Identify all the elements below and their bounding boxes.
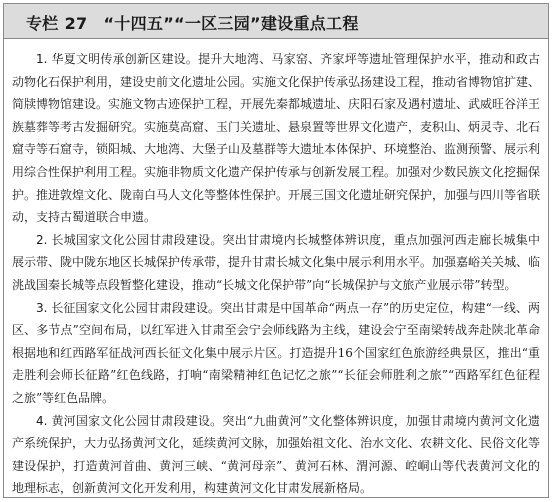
item-text: 提升大地湾、马家窑、齐家坪等遗址管理保护水平，推动和政古动物化石保护利用，建设史前文化遗址公园。实施文化保护传承弘扬建设工程，推动省博物馆扩建、简牍博物馆建设。实施文物古迹保护工程，开展先秦都城遗址、庆阳石家及遇村遗址、武威旺谷洋王族墓葬等考古发掘研究。实施莫高窟、玉门关遗址、悬泉置等世界文化遗产，麦积山、炳灵寺、北石窟寺等石窟寺，锁阳城、大地湾、大堡子山及墓群等大遗址本体保护、环境整治、监测预警、展示利用综合性保护利用工程。实施非物质文化遗产保护传承与创新发展工程。加强对少数民族文化挖掘保护。推进敦煌文化、陇南白马人文化等整体性保护。开展三国文化遗址研究保护，加强与四川等省联动，支持古蜀道联合申遗。 (12, 52, 541, 225)
title-text: “十四五”“一区三园”建设重点工程 (103, 14, 359, 33)
item-paragraph (12, 48, 540, 229)
item-paragraph (12, 297, 540, 410)
column-number: 27 (64, 14, 88, 33)
item-paragraph (12, 410, 540, 500)
feature-box (3, 3, 549, 498)
item-text: 突出甘肃境内长城整体辨识度，重点加强河西走廊长城集中展示带、陇中陇东地区长城保护传承带，提升甘肃长城文化集中展示利用水平。加强嘉峪关关城、临洮战国秦长城等点段暂整化建设，推动“长城文化保护带”向“长城保护与文旅产业展示带”转型。 (12, 232, 541, 292)
box-header (4, 4, 548, 39)
column-label: 专栏 (26, 14, 59, 33)
item-lead: 1. 华夏文明传承创新区建设。 (36, 52, 199, 66)
item-text: 突出“九曲黄河”文化整体辨识度，加强甘肃境内黄河文化遗产系统保护，大力弘扬黄河文化，延续黄河文脉，加强始祖文化、治水文化、农耕文化、民俗文化等建设保护，打造黄河首曲、黄河三峡、“黄河母亲”、黄河石林、渭河源、崆峒山等代表黄河文化的地理标志，创新黄河文化开发利用，构建黄河文化甘肃发展新格局。 (12, 413, 541, 496)
item-text: 突出甘肃是中国革命“两点一存”的历史定位，构建“一线、两区、多节点”空间布局，以红军进入甘肃至会宁会师线路为主线，建设会宁至南梁转战奔赴陕北革命根据地和红西路军征战河西长征文化集中展示片区。打造提升16个国家红色旅游经典景区，推出“重走胜利会师长征路”红色线路，打响“南梁精神红色记忆之旅”“长征会师胜利之旅”“西路军红色征程之旅”等红色品牌。 (12, 300, 540, 405)
item-lead: 3. 长征国家文化公园甘肃段建设。 (36, 300, 221, 315)
item-paragraph (12, 229, 540, 297)
item-lead: 2. 长城国家文化公园甘肃段建设。 (36, 232, 223, 247)
item-lead: 4. 黄河国家文化公园甘肃段建设。 (36, 413, 223, 428)
box-title (26, 11, 359, 34)
box-content (12, 48, 540, 500)
